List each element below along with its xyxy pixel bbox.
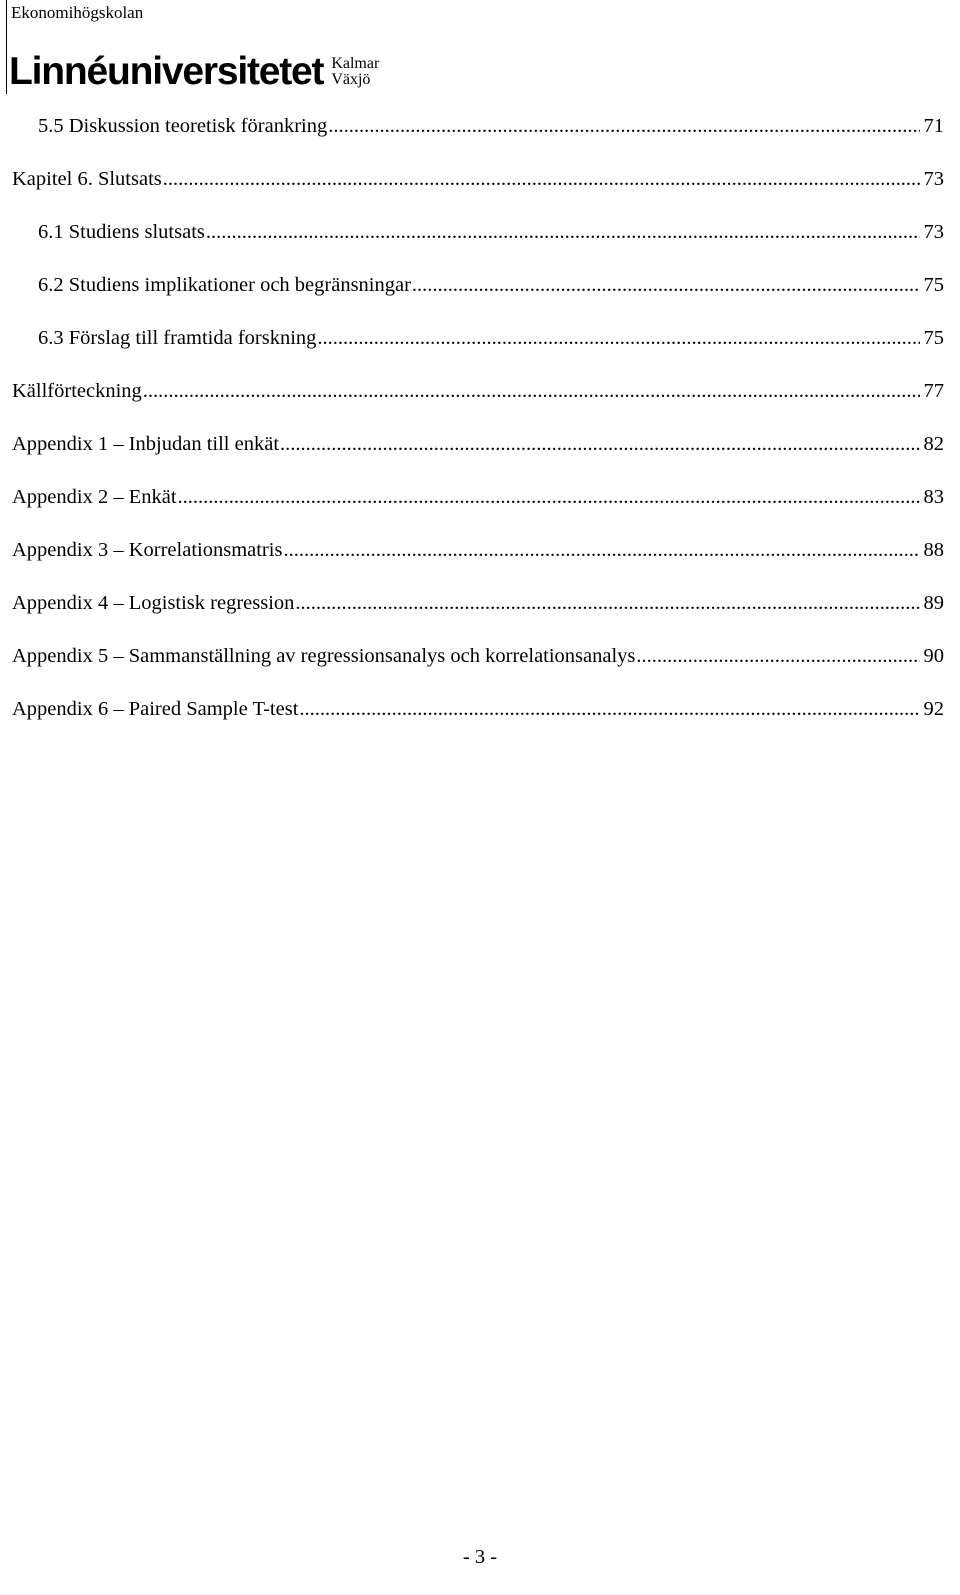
toc-entry-title: Appendix 5 – Sammanställning av regressionsanalys och korrelationsanalys [12, 645, 636, 667]
toc-entry[interactable] [12, 482, 944, 535]
toc-entry-page: 90 [923, 645, 944, 667]
toc-entry[interactable] [12, 694, 944, 747]
toc-entry[interactable] [12, 111, 944, 164]
toc-leader-dots [328, 111, 919, 141]
toc-entry-page: 75 [923, 327, 944, 349]
toc-entry[interactable] [12, 535, 944, 588]
toc-entry-page: 71 [923, 115, 944, 137]
page-header [6, 0, 437, 94]
university-logo [9, 50, 379, 94]
toc-leader-dots [299, 694, 919, 724]
toc-entry[interactable] [12, 164, 944, 217]
toc-entry-title: 6.1 Studiens slutsats [38, 221, 205, 243]
toc-entry-page: 75 [923, 274, 944, 296]
page-number: - 3 - [462, 1546, 498, 1568]
toc-entry[interactable] [12, 323, 944, 376]
toc-leader-dots [163, 164, 920, 194]
toc-entry[interactable] [12, 217, 944, 270]
toc-leader-dots [636, 641, 919, 671]
toc-entry[interactable] [12, 270, 944, 323]
toc-entry-title: 6.2 Studiens implikationer och begränsningar [38, 274, 411, 296]
toc-entry-page: 88 [923, 539, 944, 561]
toc-entry-title: Appendix 2 – Enkät [12, 486, 177, 508]
toc-entry-page: 73 [923, 221, 944, 243]
toc-entry-page: 77 [923, 380, 944, 402]
toc-leader-dots [283, 535, 919, 565]
logo-city-kalmar: Kalmar [331, 55, 380, 72]
toc-entry-title: Appendix 3 – Korrelationsmatris [12, 539, 283, 561]
toc-entry-page: 83 [923, 486, 944, 508]
toc-entry-title: Appendix 1 – Inbjudan till enkät [12, 433, 280, 455]
toc-leader-dots [412, 270, 920, 300]
logo-city-vaxjo: Växjö [331, 71, 371, 88]
toc-entry-title: 5.5 Diskussion teoretisk förankring [38, 115, 328, 137]
toc-entry-page: 89 [923, 592, 944, 614]
table-of-contents [12, 111, 944, 747]
toc-entry[interactable] [12, 376, 944, 429]
school-name: Ekonomihögskolan [11, 3, 144, 22]
toc-leader-dots [295, 588, 919, 618]
toc-entry-page: 73 [923, 168, 944, 190]
logo-cities [331, 56, 379, 88]
toc-entry-page: 82 [923, 433, 944, 455]
toc-leader-dots [206, 217, 920, 247]
toc-entry[interactable] [12, 429, 944, 482]
toc-entry-page: 92 [923, 698, 944, 720]
toc-leader-dots [143, 376, 920, 406]
toc-leader-dots [280, 429, 919, 459]
toc-leader-dots [317, 323, 919, 353]
toc-entry-title: Källförteckning [12, 380, 142, 402]
toc-leader-dots [178, 482, 920, 512]
toc-entry-title: Appendix 4 – Logistisk regression [12, 592, 295, 614]
toc-entry-title: Kapitel 6. Slutsats [12, 168, 162, 190]
logo-wordmark: Linnéuniversitetet [9, 50, 324, 93]
toc-entry-title: 6.3 Förslag till framtida forskning [38, 327, 317, 349]
toc-entry[interactable] [12, 641, 944, 694]
toc-entry[interactable] [12, 588, 944, 641]
toc-entry-title: Appendix 6 – Paired Sample T-test [12, 698, 299, 720]
